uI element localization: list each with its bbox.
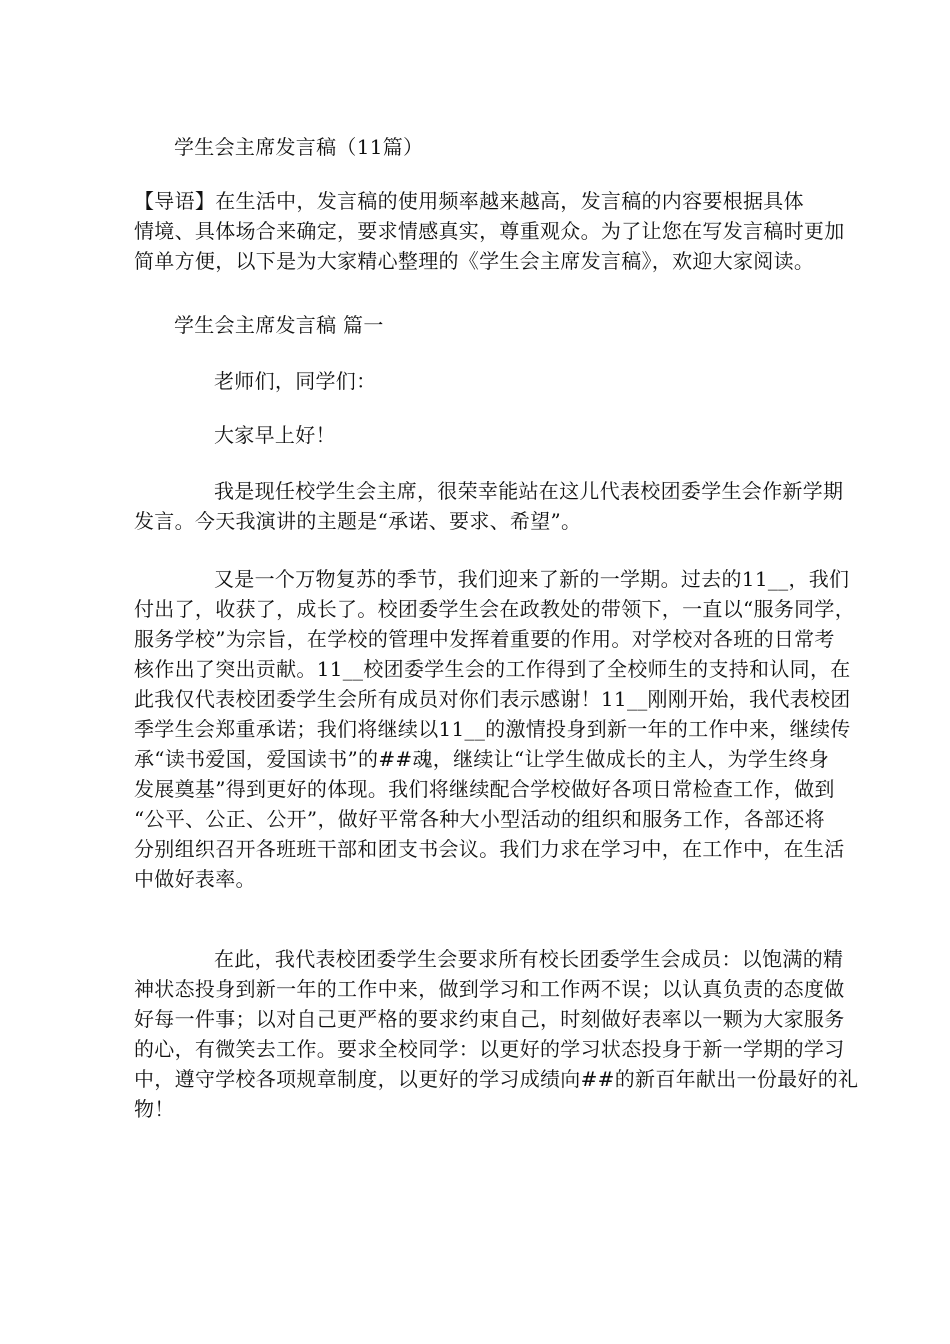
paragraph-line: 此我仅代表校团委学生会所有成员对你们表示感谢！11__刚刚开始，我代表校团 xyxy=(134,687,851,711)
paragraph-line: “公平、公正、公开”，做好平常各种大小型活动的组织和服务工作，各部还将 xyxy=(134,807,825,831)
paragraph-line: 神状态投身到新一年的工作中来，做到学习和工作两不误；以认真负责的态度做 xyxy=(134,977,845,1001)
title-text: 学生会主席发言稿（11篇） xyxy=(174,135,424,159)
paragraph-1 xyxy=(134,476,844,536)
salutation xyxy=(134,366,834,396)
paragraph-line: 又是一个万物复苏的季节，我们迎来了新的一学期。过去的11__，我们 xyxy=(214,567,850,591)
paragraph-line: 核作出了突出贡献。11__校团委学生会的工作得到了全校师生的支持和认同，在 xyxy=(134,657,851,681)
paragraph-line: 发展奠基”得到更好的体现。我们将继续配合学校做好各项日常检查工作，做到 xyxy=(134,777,835,801)
paragraph-line: 的心，有微笑去工作。要求全校同学：以更好的学习状态投身于新一学期的学习 xyxy=(134,1037,845,1061)
paragraph-line: 分别组织召开各班班干部和团支书会议。我们力求在学习中，在工作中，在生活 xyxy=(134,837,845,861)
intro-line: 情境、具体场合来确定，要求情感真实，尊重观众。为了让您在写发言稿时更加 xyxy=(134,219,845,243)
greeting-text: 大家早上好！ xyxy=(214,423,336,447)
salutation-text: 老师们，同学们： xyxy=(214,369,377,393)
paragraph-2 xyxy=(134,564,856,894)
paragraph-line: 中做好表率。 xyxy=(134,867,256,891)
paragraph-3 xyxy=(134,944,859,1124)
intro-line: 简单方便，以下是为大家精心整理的《学生会主席发言稿》，欢迎大家阅读。 xyxy=(134,249,815,273)
section-heading xyxy=(134,310,834,340)
paragraph-line: 中，遵守学校各项规章制度，以更好的学习成绩向##的新百年献出一份最好的礼 xyxy=(134,1067,859,1091)
paragraph-line: 承“读书爱国，爱国读书”的##魂，继续让“让学生做成长的主人，为学生终身 xyxy=(134,747,829,771)
section-heading-text: 学生会主席发言稿 篇一 xyxy=(174,313,384,337)
paragraph-line: 服务学校”为宗旨，在学校的管理中发挥着重要的作用。对学校对各班的日常考 xyxy=(134,627,835,651)
document-title xyxy=(134,132,834,162)
paragraph-line: 季学生会郑重承诺；我们将继续以11__的激情投身到新一年的工作中来，继续传 xyxy=(134,717,851,741)
paragraph-line: 在此，我代表校团委学生会要求所有校长团委学生会成员：以饱满的精 xyxy=(214,947,844,971)
intro-paragraph xyxy=(134,186,845,276)
paragraph-line: 我是现任校学生会主席，很荣幸能站在这儿代表校团委学生会作新学期 xyxy=(214,479,844,503)
paragraph-line: 发言。今天我演讲的主题是“承诺、要求、希望”。 xyxy=(134,509,582,533)
paragraph-line: 物！ xyxy=(134,1097,175,1121)
paragraph-line: 好每一件事；以对自己更严格的要求约束自己，时刻做好表率以一颗为大家服务 xyxy=(134,1007,845,1031)
paragraph-line: 付出了，收获了，成长了。校团委学生会在政教处的带领下，一直以“服务同学， xyxy=(134,597,856,621)
greeting xyxy=(134,420,834,450)
intro-line: 【导语】在生活中，发言稿的使用频率越来越高，发言稿的内容要根据具体 xyxy=(134,189,804,213)
